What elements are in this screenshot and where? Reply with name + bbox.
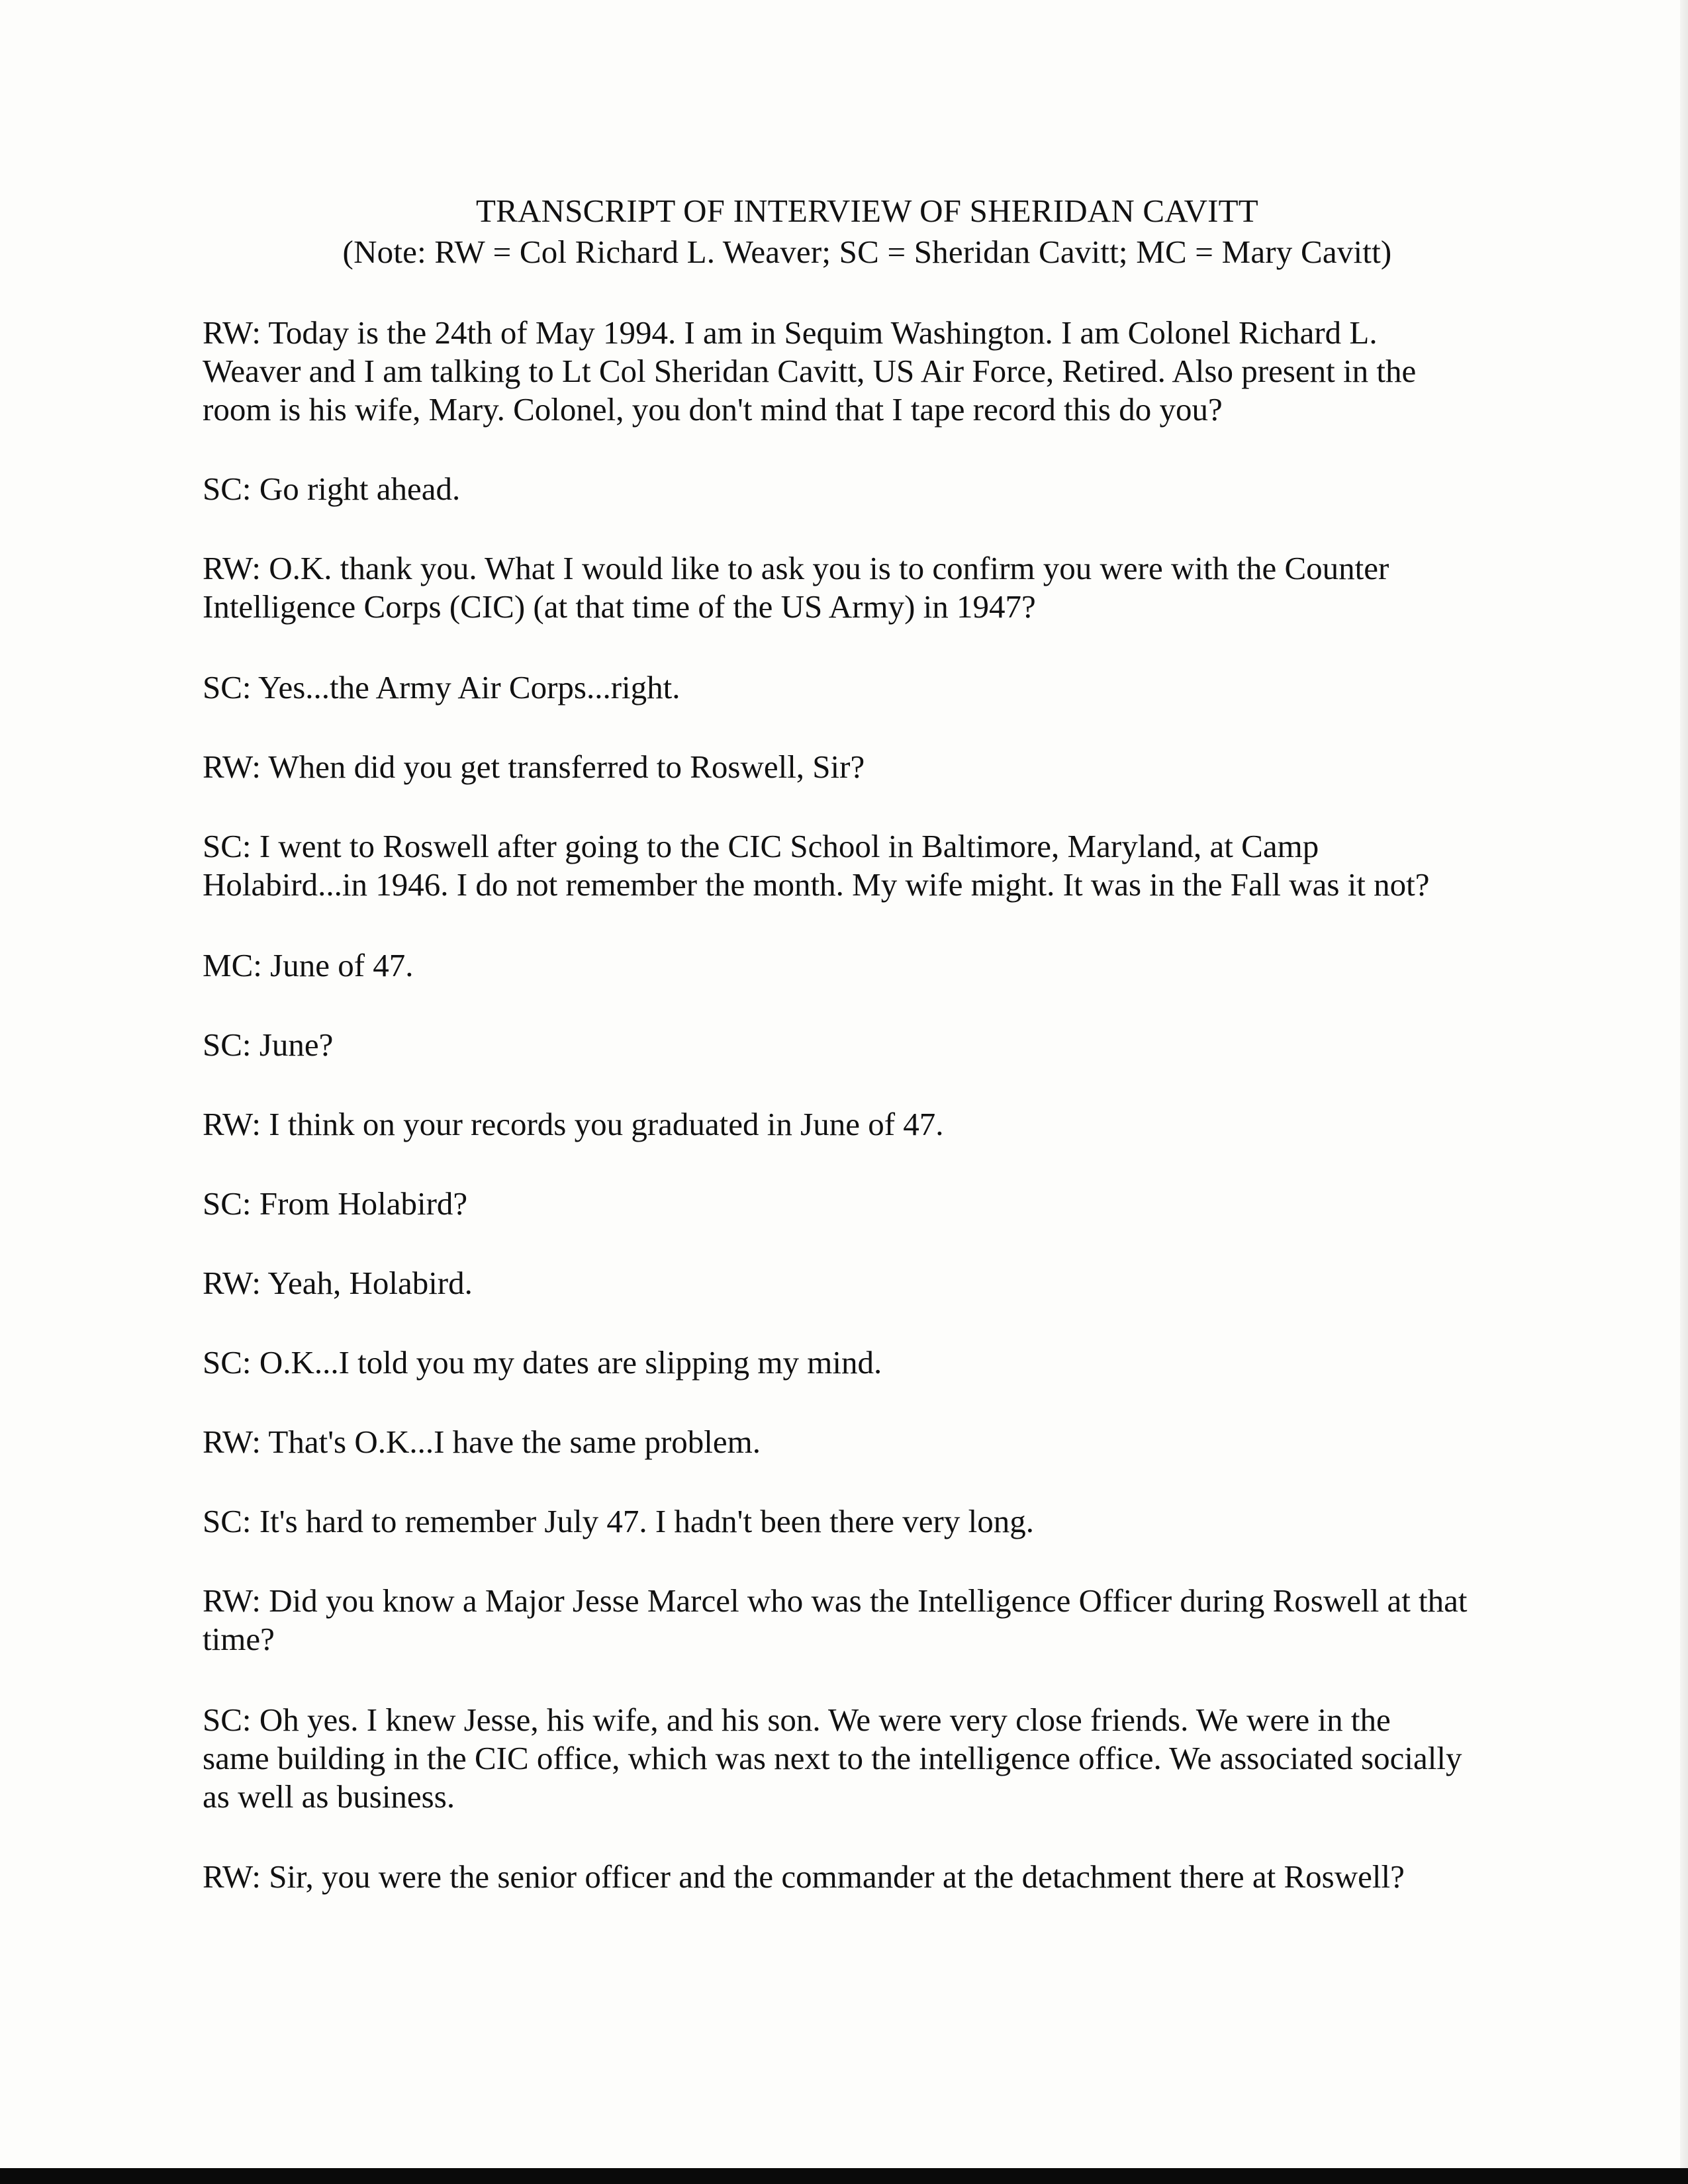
speech-text: Today is the 24th of May 1994. I am in Sequim Washington. I am Colonel Richard L. Weaver and I am talking to Lt Col Sheridan Cavitt, US Air Force, Retired. Also present in the room is his wife, Mary. Colonel, you don't mind that I tape record this do you?	[203, 314, 1417, 428]
transcript-entry	[203, 668, 1526, 707]
transcript-entry	[203, 827, 1526, 904]
transcript-entry	[203, 1582, 1526, 1659]
speech-text: June?	[259, 1026, 334, 1063]
transcript-entry	[203, 1026, 1526, 1064]
transcript-entry	[203, 1264, 1526, 1302]
speaker-label: RW:	[203, 749, 261, 785]
speaker-label: SC:	[203, 1185, 252, 1222]
speaker-label: SC:	[203, 669, 252, 705]
speech-text: That's O.K...I have the same problem.	[268, 1424, 761, 1460]
transcript-entry	[203, 549, 1526, 626]
document-header	[0, 191, 1688, 273]
speaker-label: RW:	[203, 1265, 261, 1301]
speaker-label: SC:	[203, 1026, 252, 1063]
speaker-label: RW:	[203, 314, 261, 351]
speaker-label: RW:	[203, 1106, 261, 1142]
speaker-label: SC:	[203, 1702, 252, 1738]
speech-text: Sir, you were the senior officer and the commander at the detachment there at Roswell?	[269, 1858, 1405, 1895]
speaker-key-note: (Note: RW = Col Richard L. Weaver; SC = Sheridan Cavitt; MC = Mary Cavitt)	[342, 234, 1392, 270]
speech-text: Yeah, Holabird.	[267, 1265, 473, 1301]
transcript-entry	[203, 1343, 1526, 1382]
speech-text: Did you know a Major Jesse Marcel who was the Intelligence Officer during Roswell at that time?	[203, 1582, 1468, 1657]
transcript-entry	[203, 946, 1526, 985]
speaker-label: RW:	[203, 1424, 261, 1460]
transcript-entry	[203, 314, 1526, 429]
scan-edge-right	[1680, 0, 1688, 2184]
speaker-label: SC:	[203, 828, 252, 864]
transcript-entry	[203, 470, 1526, 508]
transcript-entry	[203, 1502, 1526, 1541]
speaker-label: SC:	[203, 1344, 252, 1381]
speech-text: Go right ahead.	[259, 471, 461, 507]
transcript-entry	[203, 1701, 1526, 1816]
speech-text: Yes...the Army Air Corps...right.	[258, 669, 680, 705]
scan-edge-bottom	[0, 2168, 1688, 2184]
speech-text: Oh yes. I knew Jesse, his wife, and his son. We were very close friends. We were in the same building in the CIC office, which was next to the intelligence office. We associated socially as well as business.	[203, 1702, 1462, 1815]
speaker-label: MC:	[203, 947, 262, 983]
speaker-label: RW:	[203, 1858, 261, 1895]
speech-text: O.K. thank you. What I would like to ask you is to confirm you were with the Counter Intelligence Corps (CIC) (at that time of the US Army) in 1947?	[203, 550, 1389, 625]
speech-text: O.K...I told you my dates are slipping my mind.	[259, 1344, 882, 1381]
speaker-label: RW:	[203, 1582, 261, 1619]
transcript-entry	[203, 1105, 1526, 1144]
speech-text: When did you get transferred to Roswell, Sir?	[268, 749, 865, 785]
speech-text: I think on your records you graduated in June of 47.	[269, 1106, 944, 1142]
speech-text: From Holabird?	[259, 1185, 468, 1222]
speech-text: I went to Roswell after going to the CIC School in Baltimore, Maryland, at Camp Holabird...in 1946. I do not remember the month. My wife might. It was in the Fall was it not?	[203, 828, 1430, 903]
speaker-label: RW:	[203, 550, 261, 586]
speaker-label: SC:	[203, 1503, 252, 1539]
transcript-entry	[203, 1185, 1526, 1223]
transcript-entry	[203, 1858, 1526, 1896]
speech-text: It's hard to remember July 47. I hadn't been there very long.	[259, 1503, 1034, 1539]
speaker-label: SC:	[203, 471, 252, 507]
document-title: TRANSCRIPT OF INTERVIEW OF SHERIDAN CAVITT	[476, 193, 1258, 229]
transcript-entry	[203, 1423, 1526, 1461]
speech-text: June of 47.	[270, 947, 414, 983]
transcript-entry	[203, 748, 1526, 786]
